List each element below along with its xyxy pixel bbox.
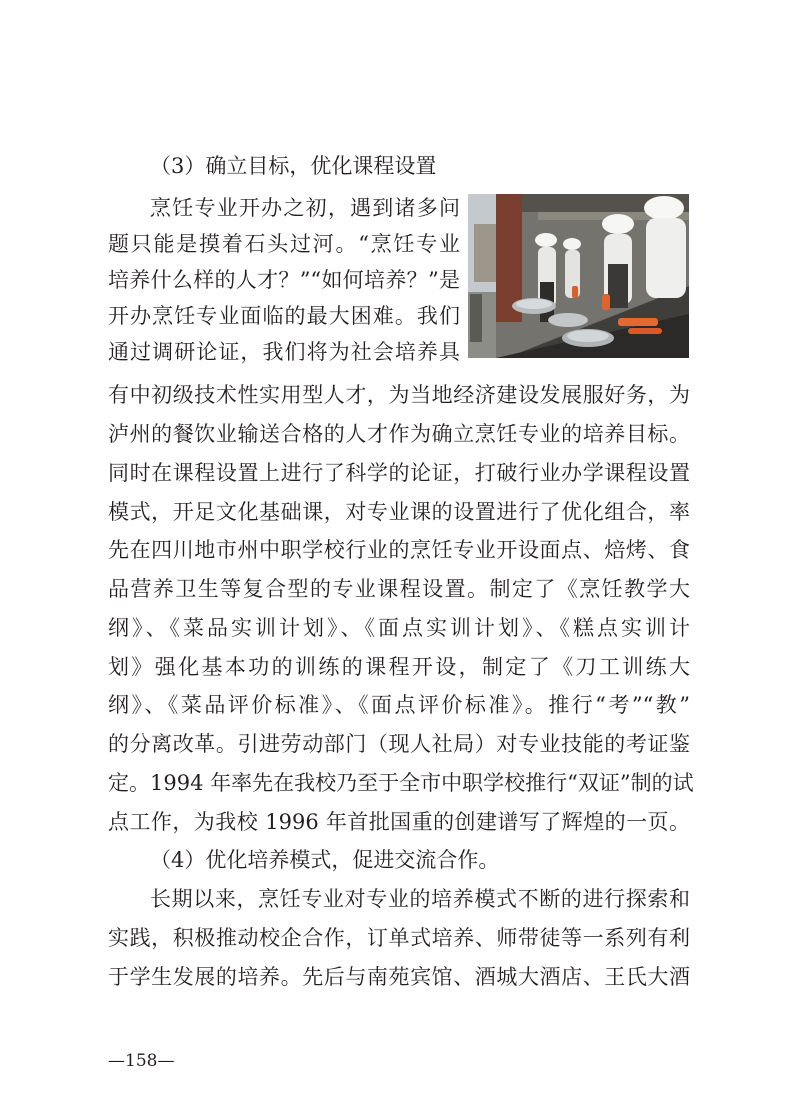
paragraph-line: 通过调研论证，我们将为社会培养具 — [108, 340, 460, 364]
paragraph-line: 题只能是摸着石头过河。“烹饪专业 — [108, 232, 460, 256]
paragraph-line: 的分离改革。引进劳动部门（现人社局）对专业技能的考证鉴 — [108, 732, 690, 756]
paragraph-line: 有中初级技术性实用型人才，为当地经济建设发展服好务，为 — [108, 383, 690, 407]
paragraph-line: 培养什么样的人才？”“如何培养？”是 — [108, 268, 460, 292]
paragraph-line: 品营养卫生等复合型的专业课程设置。制定了《烹饪教学大 — [108, 577, 690, 601]
paragraph-line: 划》强化基本功的训练的课程开设，制定了《刀工训练大 — [108, 655, 690, 679]
paragraph-line: 长期以来，烹饪专业对专业的培养模式不断的进行探索和 — [150, 887, 690, 911]
page-number: —158— — [108, 1051, 175, 1071]
cooking-class-photo — [468, 194, 689, 358]
paragraph-line: 同时在课程设置上进行了科学的论证，打破行业办学课程设置 — [108, 461, 690, 485]
paragraph-line: 纲》、《菜品实训计划》、《面点实训计划》、《糕点实训计 — [108, 616, 690, 640]
paragraph-line: 模式，开足文化基础课，对专业课的设置进行了优化组合，率 — [108, 500, 690, 524]
paragraph-line: 开办烹饪专业面临的最大困难。我们 — [108, 304, 460, 328]
paragraph-line: 于学生发展的培养。先后与南苑宾馆、酒城大酒店、王氏大酒 — [108, 965, 690, 989]
section-3-heading: （3）确立目标，优化课程设置 — [150, 154, 437, 178]
section-4-heading: （4）优化培养模式，促进交流合作。 — [150, 848, 500, 872]
paragraph-line: 烹饪专业开办之初，遇到诸多问 — [150, 196, 460, 220]
paragraph-line: 定。1994 年率先在我校乃至于全市中职学校推行“双证”制的试 — [108, 771, 694, 795]
paragraph-line: 点工作，为我校 1996 年首批国重的创建谱写了辉煌的一页。 — [108, 810, 690, 834]
paragraph-line: 纲》、《菜品评价标准》、《面点评价标准》。推行“考”“教” — [108, 693, 690, 717]
paragraph-line: 泸州的餐饮业输送合格的人才作为确立烹饪专业的培养目标。 — [108, 422, 690, 446]
cooking-class-illustration — [468, 194, 689, 358]
paragraph-line: 实践，积极推动校企合作，订单式培养、师带徒等一系列有利 — [108, 926, 690, 950]
paragraph-line: 先在四川地市州中职学校行业的烹饪专业开设面点、焙烤、食 — [108, 538, 690, 562]
